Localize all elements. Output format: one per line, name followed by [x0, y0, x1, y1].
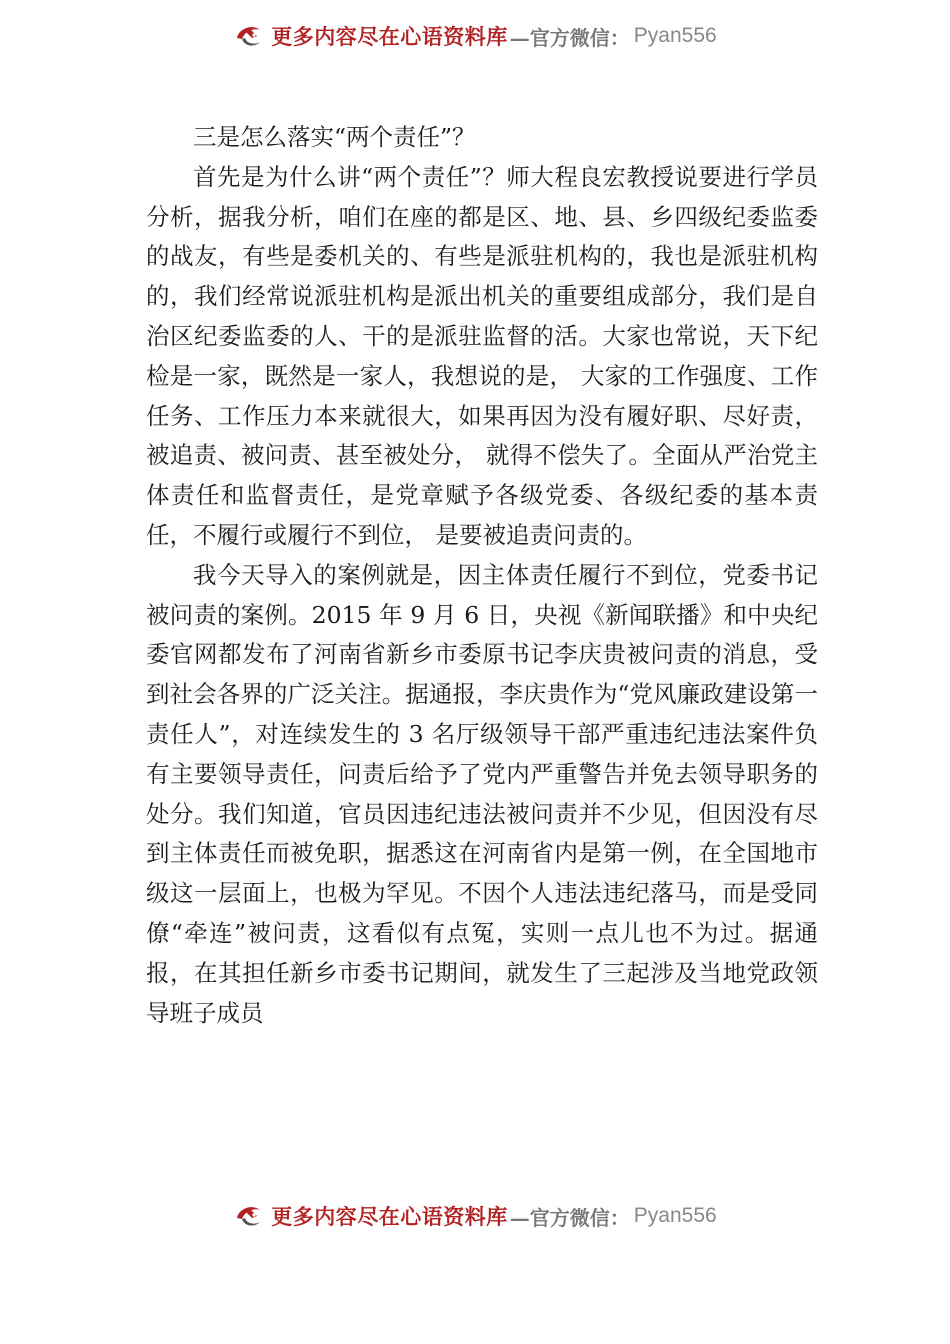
- pen-nib-swirl-icon: [233, 1200, 265, 1232]
- header-banner: [0, 14, 950, 58]
- pen-nib-swirl-icon: [233, 20, 265, 52]
- document-body: [146, 118, 818, 1033]
- banner-wechat-label: —官方微信：: [509, 25, 630, 50]
- banner-wechat-label: —官方微信：: [509, 1205, 630, 1230]
- banner-slogan: 更多内容尽在心语资料库: [271, 1204, 508, 1229]
- banner-slogan: 更多内容尽在心语资料库: [271, 24, 508, 49]
- paragraph: 我今天导入的案例就是，因主体责任履行不到位，党委书记被问责的案例。2015 年 9 月 6 日，央视《新闻联播》和中央纪委官网都发布了河南省新乡市委原书记李庆贵被问责的消息，受到社会各界的广泛关注。据通报，李庆贵作为“党风廉政建设第一责任人”，对连续发生的 3 名厅级领导干部严重违纪违法案件负有主要领导责任，问责后给予了党内严重警告并免去领导职务的处分。我们知道，官员因违纪违法被问责并不少见，但因没有尽到主体责任而被免职，据悉这在河南省内是第一例，在全国地市级这一层面上，也极为罕见。不因个人违法违纪落马，而是受同僚“牵连”被问责，这看似有点冤，实则一点儿也不为过。据通报，在其担任新乡市委书记期间，就发生了三起涉及当地党政领导班子成员: [146, 560, 818, 1027]
- footer-banner: [0, 1194, 950, 1238]
- section-heading: 三是怎么落实“两个责任”？: [193, 123, 476, 151]
- banner-account-id: Pyan556: [633, 24, 717, 47]
- paragraph: 首先是为什么讲“两个责任”？师大程良宏教授说要进行学员分析，据我分析，咱们在座的都是区、地、县、乡四级纪委监委的战友，有些是委机关的、有些是派驻机构的，我也是派驻机构的，我们经常说派驻机构是派出机关的重要组成部分，我们是自治区纪委监委的人、干的是派驻监督的活。大家也常说，天下纪检是一家，既然是一家人，我想说的是， 大家的工作强度、工作任务、工作压力本来就很大，如果再因为没有履好职、尽好责，被追责、被问责、甚至被处分， 就得不偿失了。全面从严治党主体责任和监督责任，是党章赋予各级党委、各级纪委的基本责任，不履行或履行不到位， 是要被追责问责的。: [146, 162, 818, 549]
- banner-account-id: Pyan556: [633, 1204, 717, 1227]
